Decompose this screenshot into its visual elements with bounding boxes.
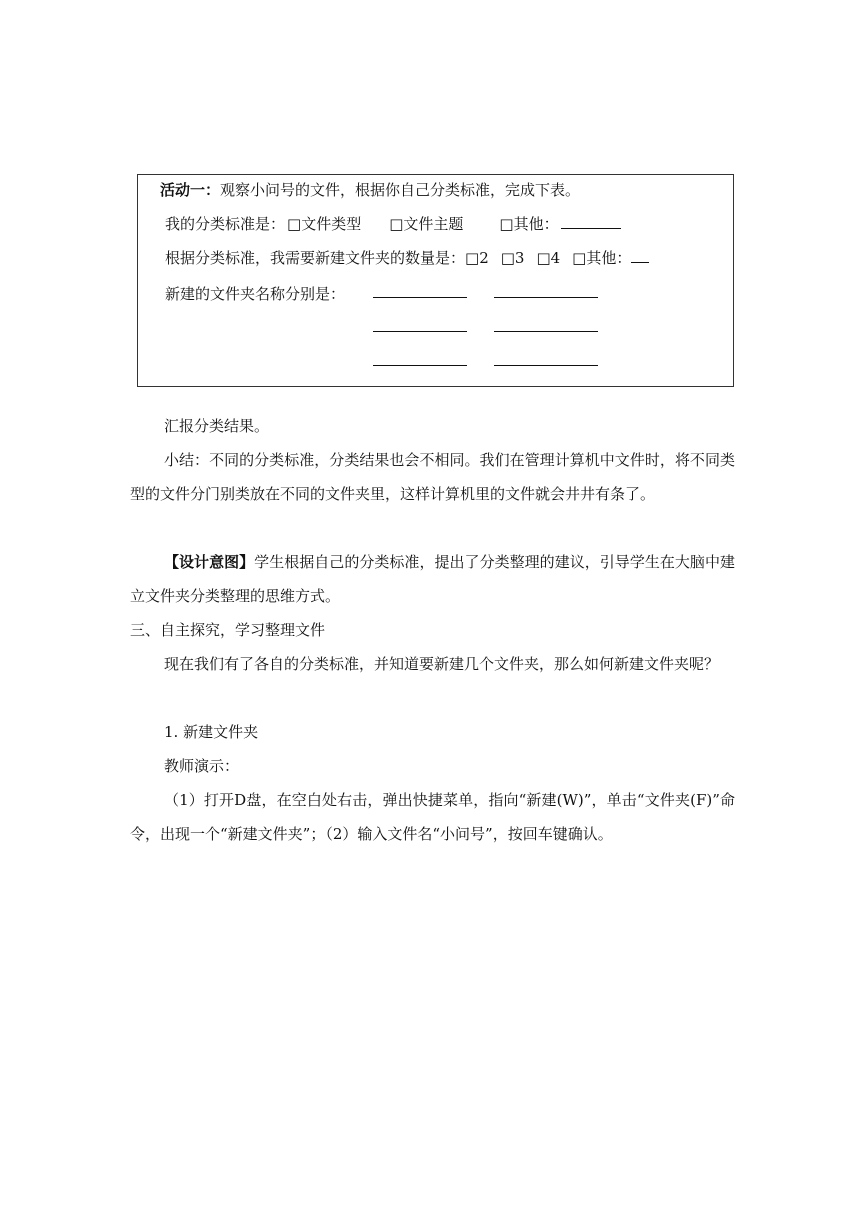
option-3[interactable]: □3 [500,249,525,267]
folder-name-blank[interactable] [494,297,598,298]
names-prompt: 新建的文件夹名称分别是： [165,285,346,303]
steps-text: （1）打开D盘，在空白处右击，弹出快捷菜单，指向“新建(W)”，单击“文件夹(F)”命令，出现一个“新建文件夹”；（2）输入文件名“小问号”，按回车键确认。 [130,791,735,843]
count-other-blank[interactable] [631,247,649,263]
section-heading: 三、自主探究，学习整理文件 [130,621,326,639]
option-file-topic[interactable]: □文件主题 [389,215,464,233]
folder-name-blank[interactable] [494,365,598,366]
design-intent-label: 【设计意图】 [164,553,255,571]
standard-line [165,213,621,234]
other-blank[interactable] [561,213,621,229]
option-2[interactable]: □2 [465,249,489,267]
activity-title: 活动一： [160,181,221,199]
count-line [165,247,649,268]
activity-intro-line [160,179,580,200]
design-intent-text: 学生根据自己的分类标准，提出了分类整理的建议，引导学生在大脑中建立文件夹分类整理的思维方式。 [130,553,735,605]
folder-name-blank[interactable] [494,331,598,332]
report-text: 汇报分类结果。 [164,417,270,435]
folder-name-blank[interactable] [373,365,467,366]
demo-label: 教师演示： [164,757,240,775]
summary-text: 小结：不同的分类标准，分类结果也会不相同。我们在管理计算机中文件时，将不同类型的文件分门别类放在不同的文件夹里，这样计算机里的文件就会井井有条了。 [130,451,735,503]
option-other[interactable]: □其他： [499,215,559,233]
folder-name-blank[interactable] [373,331,467,332]
option-count-other[interactable]: □其他： [572,249,632,267]
count-prompt: 根据分类标准，我需要新建文件夹的数量是： [165,249,466,267]
activity-box [137,174,734,387]
standard-prompt: 我的分类标准是： [165,215,286,233]
option-4[interactable]: □4 [536,249,561,267]
option-file-type[interactable]: □文件类型 [287,215,362,233]
section-intro: 现在我们有了各自的分类标准，并知道要新建几个文件夹，那么如何新建文件夹呢？ [164,655,720,673]
design-intent-paragraph [130,545,735,613]
folder-name-blank[interactable] [373,297,467,298]
step-heading: 1. 新建文件夹 [164,723,259,741]
activity-intro: 观察小问号的文件，根据你自己分类标准，完成下表。 [220,181,581,199]
